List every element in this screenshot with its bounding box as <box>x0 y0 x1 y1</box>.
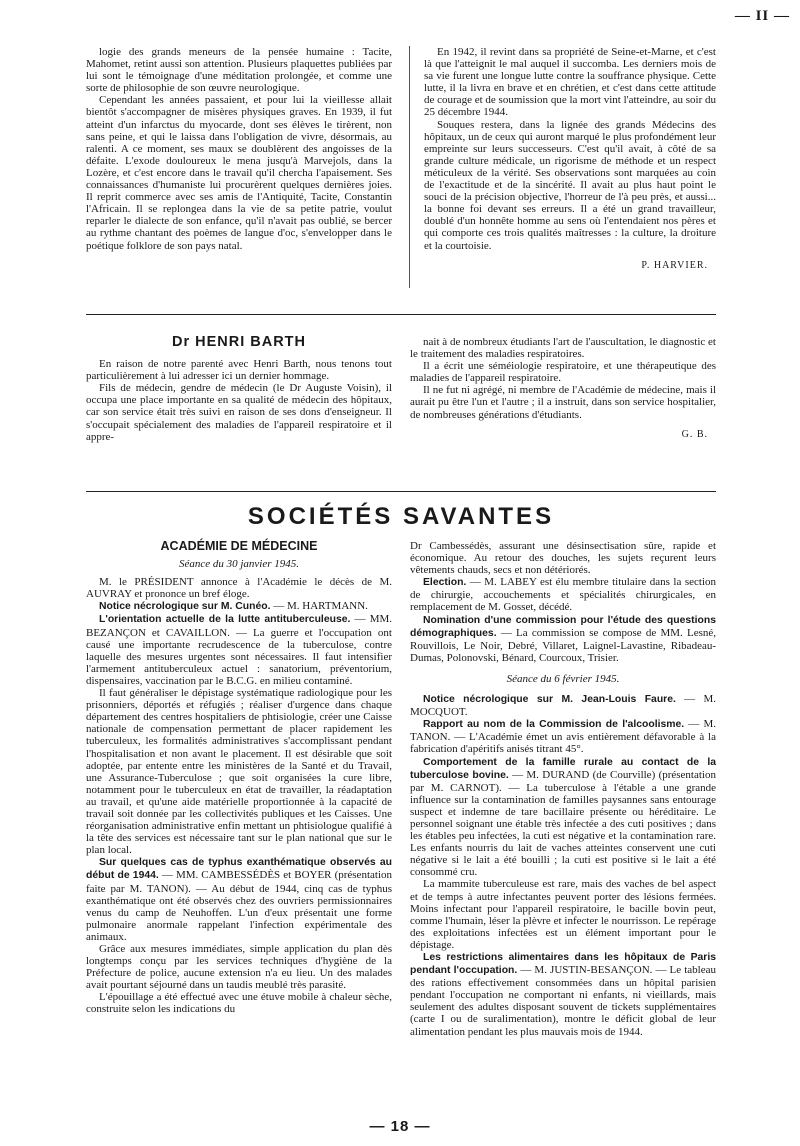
paragraph-heading: Sur quelques cas de typhus exanthématique observés au début de 1944. <box>86 857 392 882</box>
column-divider <box>409 46 410 288</box>
paragraph-text: Grâce aux mesures immédiates, simple application du plan dès longtemps conçu par les services techniques d'hygiène de la Préfecture de police, aucune extension n'a eu lieu. Un des malades avait pourtant séjourné dans un taudis meublé très parasité. <box>86 943 392 992</box>
paragraph <box>86 613 392 687</box>
page-header <box>0 8 790 25</box>
section-divider <box>86 314 716 315</box>
barth-signature: G. B. <box>681 428 708 440</box>
paragraph-text: — M. LABEY est élu membre titulaire dans la section de chirurgie, accouchements et spécialités chirurgicales, en remplacement de M. Gosset, décédé. <box>410 576 716 614</box>
paragraph-heading: Nomination d'une commission pour l'étude des questions démographiques. <box>410 614 716 639</box>
paragraph-text: — M. TANON. — L'Académie émet un avis entièrement défavorable à la fabrication d'apéritifs anisés titrant 45°. <box>410 718 716 756</box>
paragraph <box>410 718 716 755</box>
paragraph <box>86 991 392 1015</box>
paragraph-text: Dr Cambessédès, assurant une désinsectisation sûre, rapide et économique. Au retour des douches, les sujets reçurent leurs vêtements chauds, secs et non détériorés. <box>410 540 716 577</box>
paragraph-heading: Les restrictions alimentaires dans les hôpitaux de Paris pendant l'occupation. <box>410 952 716 977</box>
societes-right-column <box>410 540 716 1038</box>
paragraph-text: L'épouillage a été effectué avec une étuve mobile à chaleur sèche, construite selon les indications du <box>86 991 392 1016</box>
paragraph-heading: Rapport au nom de la Commission de l'alcoolisme. <box>423 719 685 731</box>
academie-heading: ACADÉMIE DE MÉDECINE <box>160 539 318 553</box>
seance-date: Séance du 30 janvier 1945. <box>178 558 300 571</box>
paragraph <box>86 687 392 856</box>
paragraph <box>410 951 716 1038</box>
paragraph-text: Il faut généraliser le dépistage systématique radiologique pour les prisonniers, déportés et réfugiés ; réaliser d'urgence dans chaque département des centres hospitaliers de phtisiologie, créer une Caisse nationale de compensation permettant de placer rapidement les tuberculeux, les formalités administratives s'accomplissant pendant l'hospitalisation et non avant le placement. Il est désirable que soit adoptée, par entente entre les ministères de la Santé et du Travail, une Assurance-Tuberculose ; que soit organisées la cure libre, notamment pour le tuberculeux en état de travailler, la réadaptation au travail, et qu'une aide matérielle proportionnée à la capacité de travail soit donnée par les collectivités publiques et les Caisses. Une réorganisation administrative enfin mettant un phtisiologue qualifié à la tête des services est nécessaire tant sur le plan national que sur le plan local. <box>86 687 392 857</box>
paragraph <box>86 943 392 991</box>
paragraph-text: — La commission se compose de MM. Lesné, Rouvillois, Le Noir, Debré, Villaret, Laignel-Lavastine, Ribadeau-Dumas, Polonovski, Bénard, Courcoux, Trisier. <box>410 626 716 664</box>
paragraph-text: M. le PRÉSIDENT annonce à l'Académie le décès de M. AUVRAY et prononce un bref éloge. <box>86 576 392 601</box>
footer-page-number: — 18 — <box>369 1118 431 1135</box>
paragraph: nait à de nombreux étudiants l'art de l'auscultation, le diagnostic et le traitement des maladies respiratoires. <box>410 336 716 361</box>
souques-signature: P. HARVIER. <box>641 259 708 271</box>
paragraph <box>410 878 716 951</box>
paragraph-text: — MM. CAMBESSÉDÈS et BOYER (présentation faite par M. TANON). — Au début de 1944, cinq cas de typhus exanthématique ont été observés chez des ouvriers permissionnaires venus du camp de Neuhoffen. L'un d'eux présentait une forme pulmonaire anormale rappelant l'infection expérimentale des animaux. <box>86 869 392 943</box>
paragraph <box>410 756 716 879</box>
paragraph: Il ne fut ni agrégé, ni membre de l'Académie de médecine, mais il aurait pu être l'un et l'autre ; il a instruit, dans son service hospitalier, de nombreuses générations d'étudiants. <box>410 384 716 421</box>
paragraph-heading: Election. <box>423 577 467 589</box>
paragraph-text: — M. JUSTIN-BESANÇON. — Le tableau des rations effectivement consommées dans un hôpital parisien pendant l'occupation ne comportant ni enfants, ni vieillards, mais seulement des adultes disposant souvent de tickets supplémentaires (carte I ou de suralimentation), montre le déficit global de leur alimentation pendant les plus mauvais mois de 1944. <box>410 964 716 1038</box>
paragraph: logie des grands meneurs de la pensée humaine : Tacite, Mahomet, retint aussi son attention. Plusieurs plaquettes publiées par lui sont le témoignage d'une méditation prolongée, et comme une sorte de philosophie de son œuvre neurologique. <box>86 46 392 95</box>
societes-left-column <box>86 540 392 1016</box>
paragraph-heading: Notice nécrologique sur M. Cunéo. <box>99 601 271 613</box>
header-page-number: — II — <box>734 8 790 24</box>
paragraph: En 1942, il revint dans sa propriété de Seine-et-Marne, et c'est là que l'atteignit le mal auquel il succomba. Les derniers mois de sa vie furent une longue lutte contre la souffrance physique. Cette lutte, il la livra en brave et en chrétien, et c'est dans cette attitude de courage et de soumission que la mort vint l'atteindre, au soir du 25 décembre 1944. <box>424 46 716 119</box>
paragraph-text: — M. HARTMANN. <box>270 600 368 613</box>
paragraph: Fils de médecin, gendre de médecin (le Dr Auguste Voisin), il occupa une place importante en sa qualité de médecin des hôpitaux, car son service était très suivi en raison de ses dons d'enseigneur. Il s'occupait spécialement des maladies de l'appareil respiratoire et il appre- <box>86 382 392 443</box>
paragraph: Il a écrit une séméiologie respiratoire, et une thérapeutique des maladies de l'appareil respiratoire. <box>410 360 716 385</box>
paragraph-heading: L'orientation actuelle de la lutte antituberculeuse. <box>99 614 351 626</box>
seance-date: Séance du 6 février 1945. <box>506 672 620 685</box>
paragraph <box>410 576 716 613</box>
paragraph: En raison de notre parenté avec Henri Barth, nous tenons tout particulièrement à lui adresser ici un dernier hommage. <box>86 358 392 383</box>
paragraph <box>86 576 392 600</box>
paragraph-text: La mammite tuberculeuse est rare, mais des vaches de bel aspect et de temps à autre infectantes peuvent porter des lésions fermées. Moins infectant pour l'appareil respiratoire, le bacille bovin peut, comme l'humain, léser la plèvre et infecter le nourrisson. Le repérage des exploitations infectées est un élément important pour le dépistage. <box>410 878 716 951</box>
paragraph <box>410 614 716 664</box>
souques-right-column <box>424 46 716 272</box>
paragraph <box>410 540 716 576</box>
paragraph-text: — M. MOCQUOT. <box>410 693 717 719</box>
paragraph-text: — M. DURAND (de Courville) (présentation par M. CARNOT). — La tuberculose à l'étable a une grande influence sur la contamination de familles paysannes sans entourage suspect et indemne de tare bacillaire présente ou héréditaire. Le personnel soignant une étable très infectée a des cuti positives ; dans les étables peu infectées, la cuti est négative et la contamination rare. Les enfants nourris du lait de vaches atteintes conservent une cuti négative si le lait a été bouilli ; la cuti est positive si le lait a été consommé cru. <box>410 768 716 879</box>
paragraph <box>86 600 392 613</box>
souques-left-column <box>86 46 392 252</box>
barth-title: Dr HENRI BARTH <box>171 334 307 350</box>
barth-right-column <box>410 336 716 441</box>
page-footer <box>0 1118 800 1135</box>
section-divider <box>86 491 716 492</box>
societes-title: SOCIÉTÉS SAVANTES <box>247 503 555 530</box>
paragraph <box>410 693 716 718</box>
barth-left-column <box>86 334 392 443</box>
paragraph: Souques restera, dans la lignée des grands Médecins des hôpitaux, un de ceux qui auront marqué le plus profondément leur empreinte sur leurs successeurs. C'est qu'il avait, à côté de sa grande culture médicale, un rigorisme de méthode et un respect méticuleux de la vérité. Ses observations sont marquées au coin de l'exactitude et de la sincérité. Il avait au plus haut point le souci de la précision objective, l'horreur de l'à peu près, et aussi... la bonne foi devant ses erreurs. Il a été un grand travailleur, doublé d'un honnête homme au sens où l'entendaient nos pères et qui comporte ces trois qualités maîtresses : la culture, la droiture et la courtoisie. <box>424 118 716 252</box>
paragraph-text: — MM. BEZANÇON et CAVAILLON. — La guerre et l'occupation ont causé une importante recrudescence de la tuberculose, contre laquelle des mesures urgentes sont nécessaires. Il faut intensifier l'armement antituberculeux actuel : sanatorium, préventorium, dispensaires, vaccination par le B.C.G. en milieu contaminé. <box>86 613 393 687</box>
paragraph: Cependant les années passaient, et pour lui la vieillesse allait bientôt s'accompagner de misères physiques graves. En 1939, il fut atteint d'un infarctus du myocarde, dont ses élèves le tirèrent, non sans peine, et qui le laissa dans l'obligation de vivre, désormais, au ralenti. A ce moment, ses maux se doublèrent des angoisses de la défaite. L'exode douloureux le mena jusqu'à Marvejols, dans la Lozère, et c'est encore dans le travail qu'il chercha l'apaisement. Ses connaissances d'humaniste lui procurèrent quelques dernières joies. Il reprit commerce avec ses amis de l'Antiquité, Tacite, Constantin l'Africain. Il se replongea dans la vie de sa petite patrie, voulut reparler le dialecte de son enfance, qu'il n'avait pas oublié, se bercer au rythme chantant des poèmes de langue d'oc, s'envelopper dans le poétique folklore de son pays natal. <box>86 94 392 252</box>
paragraph-heading: Notice nécrologique sur M. Jean-Louis Faure. <box>423 694 676 706</box>
paragraph-heading: Comportement de la famille rurale au contact de la tuberculose bovine. <box>410 756 716 781</box>
paragraph <box>86 856 392 943</box>
